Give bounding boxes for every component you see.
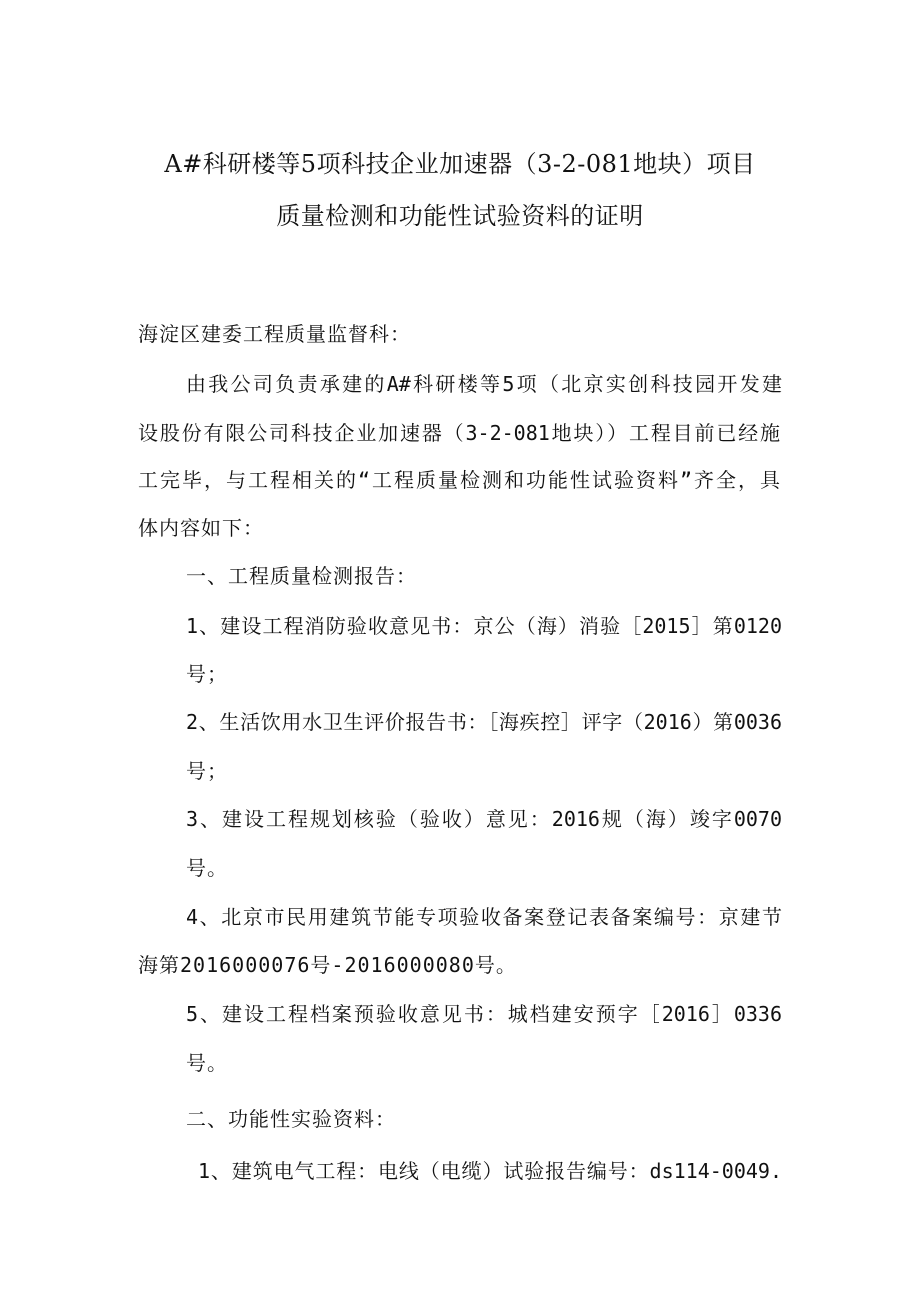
section-1-item-2-line-2: 号； <box>186 759 228 783</box>
salutation: 海淀区建委工程质量监督科： <box>138 322 411 346</box>
intro-line-4: 体内容如下： <box>138 516 264 540</box>
section-1-item-2-line-1: 2、生活饮用水卫生评价报告书：［海疾控］评字（2016）第0036 <box>186 710 782 734</box>
section-2-heading: 二、功能性实验资料： <box>186 1107 396 1131</box>
section-1-item-5-line-1: 5、建设工程档案预验收意见书：城档建安预字［2016］0336 <box>186 1002 782 1026</box>
section-1-item-4-line-2: 海第2016000076号-2016000080号。 <box>138 953 517 977</box>
document-title-line-1: A#科研楼等5项科技企业加速器（3-2-081地块）项目 <box>164 150 756 178</box>
section-1-item-3-line-1: 3、建设工程规划核验（验收）意见：2016规（海）竣字0070 <box>186 807 782 831</box>
section-1-item-1-line-2: 号； <box>186 662 228 686</box>
section-1-item-1-line-1: 1、建设工程消防验收意见书：京公（海）消验［2015］第0120 <box>186 614 782 638</box>
document-title-line-2: 质量检测和功能性试验资料的证明 <box>276 202 644 230</box>
section-2-item-1-line-1: 1、建筑电气工程：电线（电缆）试验报告编号：ds114-0049. <box>198 1159 782 1183</box>
section-1-item-5-line-2: 号。 <box>186 1051 228 1075</box>
intro-line-2: 设股份有限公司科技企业加速器（3-2-081地块））工程目前已经施 <box>138 421 780 445</box>
intro-line-1: 由我公司负责承建的A#科研楼等5项（北京实创科技园开发建 <box>186 372 782 396</box>
section-1-heading: 一、工程质量检测报告： <box>186 564 417 588</box>
section-1-item-3-line-2: 号。 <box>186 856 228 880</box>
intro-line-3: 工完毕，与工程相关的“工程质量检测和功能性试验资料”齐全，具 <box>138 468 780 492</box>
section-1-item-4-line-1: 4、北京市民用建筑节能专项验收备案登记表备案编号：京建节 <box>186 905 782 929</box>
